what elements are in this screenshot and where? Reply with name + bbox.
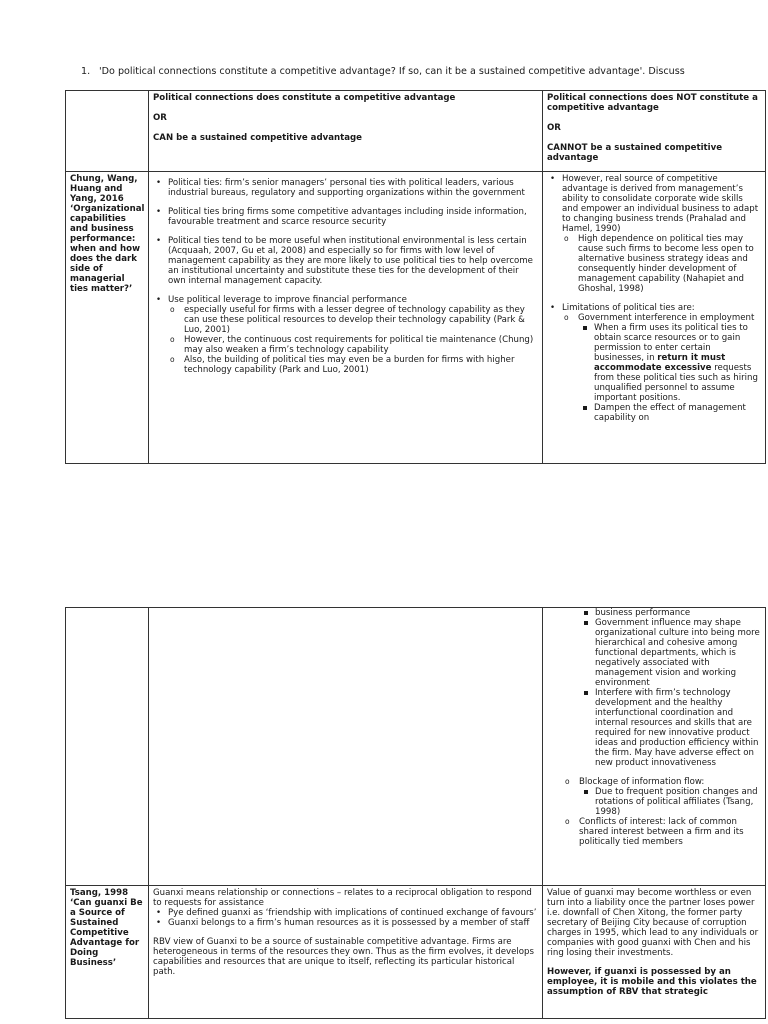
ref-cell [66, 172, 149, 464]
sub-sub-item-continued: business performance [579, 608, 761, 618]
question-number: 1. [81, 66, 91, 77]
sub-item: o especially useful for firms with a lesser degree of technology capability as they can use these political resources to develop their technology capability (Park & Luo, 2001) [168, 305, 538, 335]
list-item: • Political ties bring firms some competitive advantages including inside information, favourable treatment and scarce resource security [153, 207, 538, 227]
question-text: 'Do political connections constitute a competitive advantage? If so, can it be a sustained competitive advantage'. Discuss [99, 66, 685, 77]
header-against-sub: CANNOT be a sustained competitive advantage [547, 143, 723, 163]
header-against-cell [543, 91, 766, 172]
guanxi-intro: Guanxi means relationship or connections – relates to a reciprocal obligation to respond to requests for assistance [153, 888, 532, 908]
guanxi-liability-paragraph: Value of guanxi may become worthless or even turn into a liability once the partner loses power i.e. downfall of Chen Xitong, the former party secretary of Beijing City because of corruption charges in 1995, which lead to any individuals or companies with good guanxi with Chen and his ring losing their investments. [547, 888, 759, 958]
rbv-paragraph: RBV view of Guanxi to be a source of sustainable competitive advantage. Firms are heterogeneous in terms of the resources they own. Thus as the firm evolves, it develops capabilities and resources that are unique to itself, reflecting its particular historical path. [153, 937, 534, 977]
list-item: • Use political leverage to improve financial performance o especially useful for firms with a lesser degree of technology capability as they can use these political resources to develop their technology capability (Park & Luo, 2001) o However, the continuous cost requirements for political tie maintenance (Chung) may also weaken a firm’s technology capability o Also, the building of political ties may even be a burden for firms with higher technology capability (Park and Luo, 2001) [153, 295, 538, 375]
header-for-cell [149, 91, 543, 172]
comparison-table-page2 [65, 607, 766, 1019]
row-chung [66, 172, 766, 464]
against-cell [543, 886, 766, 1019]
list-item: • However, real source of competitive advantage is derived from management’s ability to consolidate corporate wide skills and empower an individual business to adapt to changing business trends (Prahalad and Hamel, 1990) o High dependence on political ties may cause such firms to become less open to alternative business strategy ideas and consequently hinder development of management capability (Nahapiet and Ghoshal, 1998) [547, 174, 761, 294]
header-for-title: Political connections does constitute a competitive advantage [153, 93, 456, 103]
question [81, 66, 721, 77]
for-cell [149, 172, 543, 464]
comparison-table-page1 [65, 90, 766, 464]
sub-item: o However, the continuous cost requirements for political tie maintenance (Chung) may also weaken a firm’s technology capability [168, 335, 538, 355]
list-item: • Guanxi belongs to a firm’s human resources as it is possessed by a member of staff [153, 918, 538, 928]
header-for-or: OR [153, 113, 167, 123]
row-chung-continued [66, 608, 766, 886]
sub-sub-item: Interfere with firm’s technology development and the healthy interfunctional coordination and internal resources and skills that are required for new innovative product ideas and production efficiency within the firm. May have adverse effect on new product innovativeness [579, 688, 761, 768]
ref-tsang: Tsang, 1998 ‘Can guanxi Be a Source of Sustained Competitive Advantage for Doing Business’ [70, 888, 143, 968]
ref-cell-empty [66, 608, 149, 886]
header-against-or: OR [547, 123, 561, 133]
sub-item: o Also, the building of political ties may even be a burden for firms with higher technology capability (Park and Luo, 2001) [168, 355, 538, 375]
header-for-sub: CAN be a sustained competitive advantage [153, 133, 363, 143]
ref-cell [66, 886, 149, 1019]
sub-sub-item: Dampen the effect of management capability on [578, 403, 761, 423]
list-item: • Pye defined guanxi as ‘friendship with implications of continued exchange of favours’ [153, 908, 538, 918]
header-empty-cell [66, 91, 149, 172]
sub-item: o Government interference in employment When a firm uses its political ties to obtain scarce resources or to gain permission to enter certain businesses, in return it must accommodate excessive requests from these political ties such as hiring unqualified personnel to assume important positions. Dampen the effect of management capability on [562, 313, 761, 423]
sub-sub-item: Government influence may shape organizational culture into being more hierarchical and cohesive among functional departments, which is negatively associated with management vision and working environment [579, 618, 761, 688]
row-tsang [66, 886, 766, 1019]
guanxi-mobility-paragraph: However, if guanxi is possessed by an employee, it is mobile and this violates the assumption of RBV that strategic [547, 967, 757, 997]
for-cell-empty [149, 608, 543, 886]
sub-sub-item: When a firm uses its political ties to obtain scarce resources or to gain permission to enter certain businesses, in return it must accommodate excessive requests from these political ties such as hiring unqualified personnel to assume important positions. [578, 323, 761, 403]
list-item: • Political ties tend to be more useful when institutional environmental is less certain (Acquaah, 2007, Gu et al, 2008) and especially so for firms with low level of management capability as they are more likely to use political ties to help overcome an institutional uncertainty and substitute these ties for the development of their own internal management capacity. [153, 236, 538, 286]
header-row [66, 91, 766, 172]
sub-item: o High dependence on political ties may cause such firms to become less open to alternative business strategy ideas and consequently hinder development of management capability (Nahapiet and Ghoshal, 1998) [562, 234, 761, 294]
for-cell [149, 886, 543, 1019]
list-item: • Political ties: firm’s senior managers’ personal ties with political leaders, various industrial bureaus, regulatory and supporting organizations within the government [153, 178, 538, 198]
sub-sub-item: Due to frequent position changes and rotations of political affiliates (Tsang, 1998) [579, 787, 761, 817]
against-cell [543, 172, 766, 464]
list-item: • Limitations of political ties are: o Government interference in employment When a firm uses its political ties to obtain scarce resources or to gain permission to enter certain businesses, in return it must accommodate excessive requests from these political ties such as hiring unqualified personnel to assume important positions. Dampen the effect of management capability on [547, 303, 761, 423]
ref-chung: Chung, Wang, Huang and Yang, 2016 ‘Organizational capabilities and business performance: when and how does the dark side of managerial ties matter?’ [70, 174, 145, 294]
sub-item: o Conflicts of interest: lack of common shared interest between a firm and its politically tied members [563, 817, 761, 847]
sub-item: o Blockage of information flow: Due to frequent position changes and rotations of political affiliates (Tsang, 1998) [563, 777, 761, 817]
against-cell-continued [543, 608, 766, 886]
header-against-title: Political connections does NOT constitute a competitive advantage [547, 93, 758, 113]
